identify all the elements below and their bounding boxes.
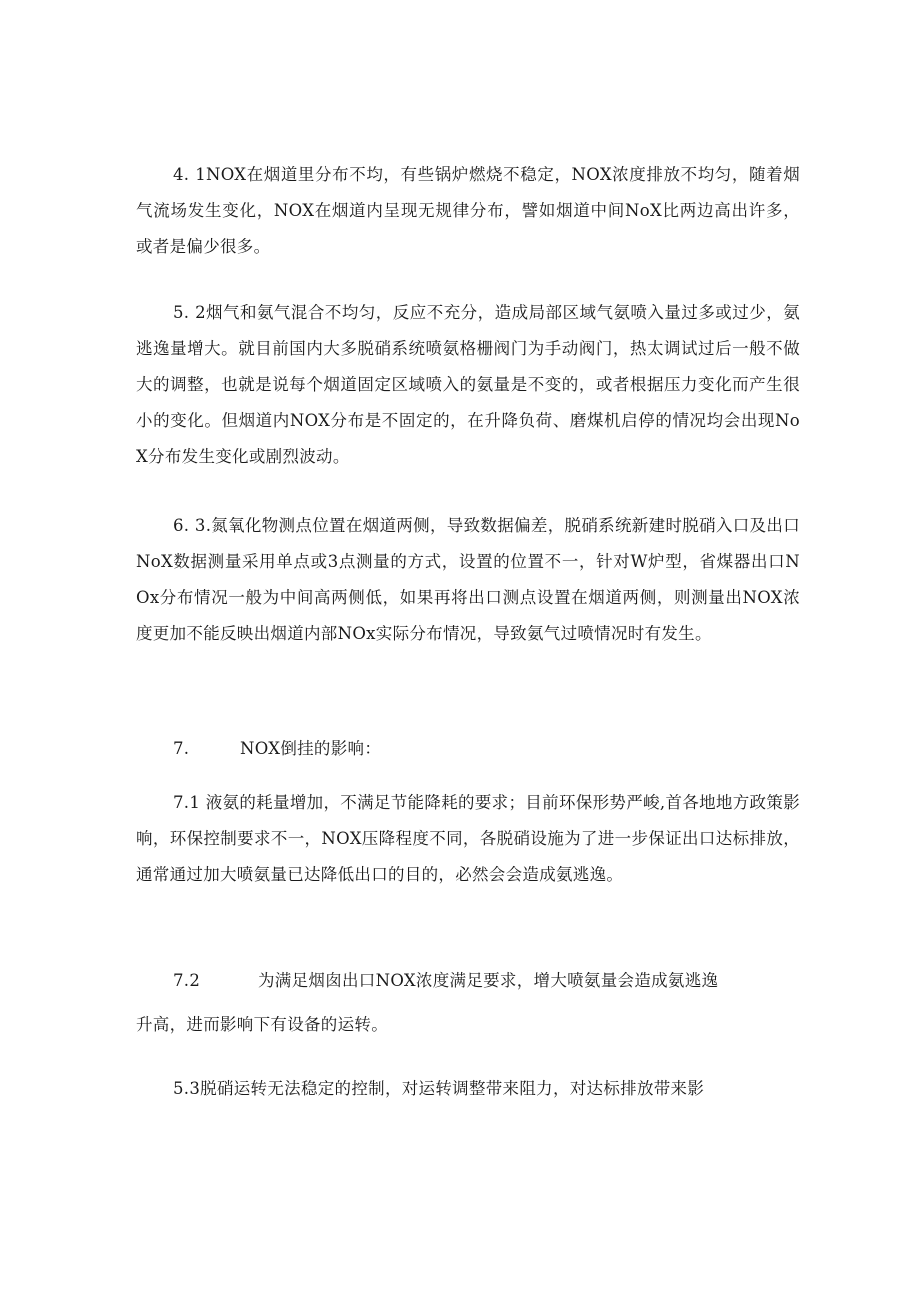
paragraph-7-2-text: 为满足烟囱出口NOX浓度满足要求，增大喷氨量会造成氨逃逸 — [258, 971, 719, 990]
paragraph-7-2-continuation: 升高，进而影响下有设备的运转。 — [136, 1015, 388, 1034]
section-7-number: 7. — [173, 739, 190, 758]
paragraph-6-3: 6. 3.氮氧化物测点位置在烟道两侧，导致数据偏差，脱硝系统新建时脱硝入口及出口NoX数据测量采用单点或3点测量的方式，设置的位置不一，针对W炉型，省煤器出口NOx分布情况一般为中间高两侧低，如果再将出口测点设置在烟道两侧，则测量出NOX浓度更加不能反映出烟道内部NOx实际分布情况，导致氨气过喷情况时有发生。 — [136, 516, 800, 643]
paragraph-5-3: 5.3脱硝运转无法稳定的控制，对运转调整带来阻力，对达标排放带来影 — [173, 1079, 705, 1098]
paragraph-5-2: 5. 2烟气和氨气混合不均匀，反应不充分，造成局部区域气氨喷入量过多或过少，氨逃逸量增大。就目前国内大多脱硝系统喷氨格栅阀门为手动阀门，热太调试过后一般不做大的调整，也就是说每个烟道固定区域喷入的氨量是不变的，或者根据压力变化而产生很小的变化。但烟道内NOX分布是不固定的，在升降负荷、磨煤机启停的情况均会出现NoX分布发生变化或剧烈波动。 — [136, 303, 800, 466]
paragraph-4-1: 4. 1NOX在烟道里分布不均，有些锅炉燃烧不稳定，NOX浓度排放不均匀，随着烟气流场发生变化，NOX在烟道内呈现无规律分布，譬如烟道中间NoX比两边高出许多，或者是偏少很多。 — [136, 165, 800, 256]
section-7-heading: NOX倒挂的影响： — [240, 739, 382, 758]
paragraph-7-1: 7.1 液氨的耗量增加，不满足节能降耗的要求；目前环保形势严峻,首各地地方政策影响，环保控制要求不一，NOX压降程度不同，各脱硝设施为了进一步保证出口达标排放，通常通过加大喷氨量已达降低出口的目的，必然会会造成氨逃逸。 — [136, 793, 800, 884]
paragraph-7-2-number: 7.2 — [173, 971, 201, 990]
